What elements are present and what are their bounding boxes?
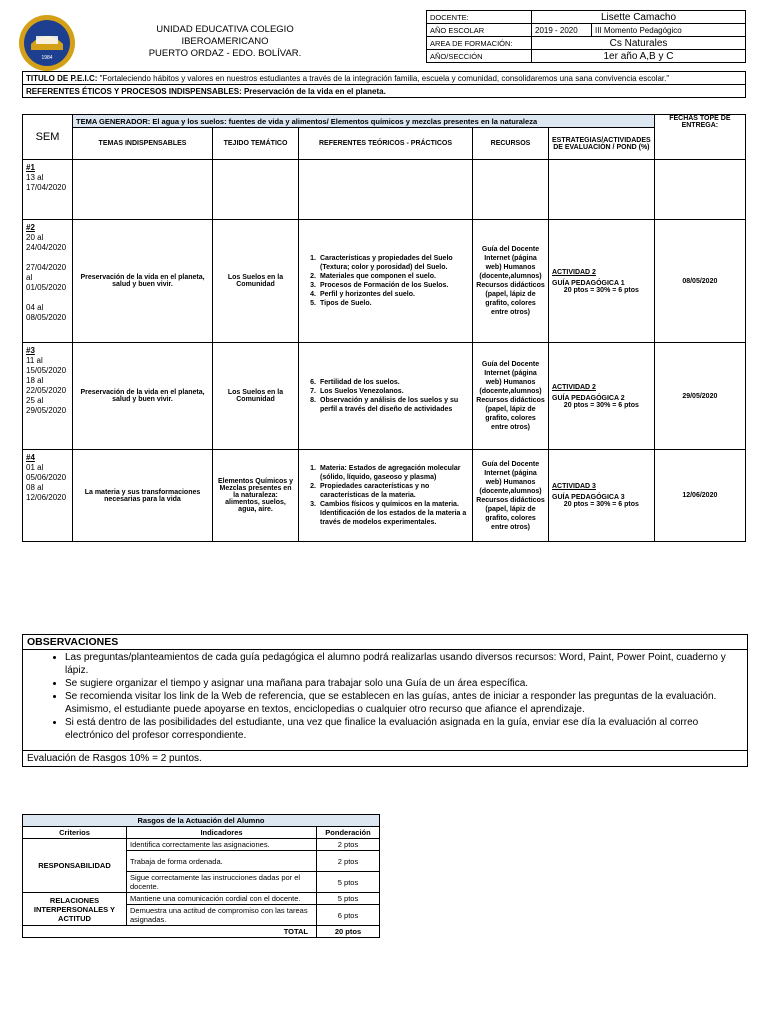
ref-item (299, 254, 472, 272)
docente-label: DOCENTE: (427, 11, 532, 24)
tema-cell: Preservación de la vida en el planeta, salud y buen vivir. (73, 220, 213, 343)
fecha-cell: 08/05/2020 (654, 220, 745, 343)
anio-value: 2019 - 2020 (532, 24, 592, 37)
ref-item (299, 378, 472, 387)
observaciones-box (22, 634, 748, 767)
ref-number: 2. (310, 483, 316, 490)
ref-item (299, 272, 472, 281)
seccion-label: AÑO/SECCIÓN (427, 50, 532, 63)
ref-number: 5. (310, 300, 316, 307)
ref-number: 4. (310, 291, 316, 298)
sem-date: 04 al (26, 303, 44, 312)
ponderacion: 2 ptos (317, 851, 380, 872)
indicador: Identifica correctamente las asignaciones. (127, 839, 317, 851)
ref-item (299, 281, 472, 290)
sem-cell (23, 450, 73, 542)
refs-cell (299, 160, 473, 220)
sem-date: al (26, 273, 33, 282)
col-indicadores: Indicadores (127, 827, 317, 839)
peic-title-text: "Fortaleciendo hábitos y valores en nuestros estudiantes a través de la integración familia, escuela y comunidad, consolidaremos una sana convivencia escolar." (97, 73, 670, 83)
anio-label: AÑO ESCOLAR (427, 24, 532, 37)
ref-item (299, 299, 472, 308)
ref-number (302, 509, 316, 527)
ref-number: 3. (310, 501, 316, 508)
ref-number: 1. (310, 465, 316, 472)
criterio-relaciones: RELACIONES INTERPERSONALES Y ACTITUD (23, 893, 127, 926)
area-label: AREA DE FORMACIÓN: (427, 37, 532, 50)
ref-text: Identificación de los estados de la materia a través de modelos experimentales. (320, 510, 467, 526)
sem-date: 20 al (26, 233, 44, 242)
ref-text: Perfil y horizontes del suelo. (320, 291, 415, 298)
sem-date: 18 al (26, 376, 44, 385)
ref-item (299, 387, 472, 396)
tejido-cell: Los Suelos en la Comunidad (213, 343, 299, 450)
pond-label: 20 ptos = 30% = 6 ptos (563, 501, 639, 508)
sem-cell (23, 160, 73, 220)
plan-rows (23, 160, 746, 542)
guia-label: GUÍA PEDAGÓGICA 3 (552, 494, 625, 501)
sem-date: 01 al (26, 463, 44, 472)
ref-text: Tipos de Suelo. (320, 300, 372, 307)
recursos-cell: Guía del Docente Internet (página web) Humanos (docente,alumnos) Recursos didácticos (papel, lápiz de grafito, colores entre otros) (473, 220, 549, 343)
ref-text: Características y propiedades del Suelo (Textura; color y porosidad) del Suelo. (320, 255, 453, 271)
tejido-cell (213, 160, 299, 220)
sem-number: #4 (26, 453, 35, 462)
actividad-label: ACTIVIDAD 3 (552, 483, 596, 490)
sem-number: #1 (26, 163, 35, 172)
refs-cell (299, 450, 473, 542)
col-criterios: Criterios (23, 827, 127, 839)
fecha-cell: 12/06/2020 (654, 450, 745, 542)
sem-date: 12/06/2020 (26, 493, 67, 502)
col-temas: TEMAS INDISPENSABLES (73, 128, 213, 160)
observacion-item: • Se sugiere organizar el tiempo y asignar una mañana para trabajar solo una Guía de un área específica. (65, 677, 747, 690)
peic-ref-label: REFERENTES ÉTICOS Y PROCESOS INDISPENSABLES: (26, 86, 242, 96)
seccion-value: 1er año A,B y C (532, 50, 746, 63)
refs-cell (299, 343, 473, 450)
tejido-cell: Los Suelos en la Comunidad (213, 220, 299, 343)
indicador: Mantiene una comunicación cordial con el docente. (127, 893, 317, 905)
ref-text: Los Suelos Venezolanos. (320, 388, 404, 395)
indicador: Demuestra una actitud de compromiso con las tareas asignadas. (127, 905, 317, 926)
ref-text: Materiales que componen el suelo. (320, 273, 436, 280)
estrategias-cell (549, 160, 655, 220)
refs-cell (299, 220, 473, 343)
rasgos-table (22, 814, 380, 938)
plan-row (23, 220, 746, 343)
peic-ref (23, 85, 746, 98)
ref-item (299, 509, 472, 527)
guia-label: GUÍA PEDAGÓGICA 1 (552, 279, 625, 287)
ref-text: Propiedades características y no características de la materia. (320, 483, 430, 499)
ref-number: 2. (310, 273, 316, 280)
ref-number: 8. (310, 397, 316, 404)
sem-number: #2 (26, 223, 35, 232)
tema-generador: TEMA GENERADOR: El agua y los suelos: fuentes de vida y alimentos/ Elementos químicos y mezclas presentes en la naturaleza (73, 115, 655, 128)
ref-item (299, 500, 472, 509)
col-tejido: TEJIDO TEMÁTICO (213, 128, 299, 160)
rasgos-title: Rasgos de la Actuación del Alumno (23, 815, 380, 827)
actividad-label: ACTIVIDAD 2 (552, 268, 596, 276)
ref-number: 6. (310, 379, 316, 386)
ref-text: Cambios físicos y químicos en la materia. (320, 501, 459, 508)
sem-date (26, 293, 69, 303)
sem-date: 27/04/2020 (26, 263, 67, 272)
peic-title-label: TITULO DE P.E.I.C: (26, 73, 98, 83)
indicador: Sigue correctamente las instrucciones dadas por el docente. (127, 872, 317, 893)
plan-table (22, 114, 746, 542)
estrategias-cell (549, 343, 655, 450)
fecha-cell (654, 160, 745, 220)
col-ponderacion: Ponderación (317, 827, 380, 839)
ref-item (299, 464, 472, 482)
sem-date: 05/06/2020 (26, 473, 67, 482)
ref-text: Observación y análisis de los suelos y su perfil a través del diseño de actividades (320, 397, 459, 413)
sem-number: #3 (26, 346, 35, 355)
sem-date (26, 253, 69, 263)
sem-date: 22/05/2020 (26, 386, 67, 395)
plan-row (23, 450, 746, 542)
peic-title (23, 72, 746, 85)
ponderacion: 5 ptos (317, 893, 380, 905)
fecha-cell: 29/05/2020 (654, 343, 745, 450)
ref-text: Fertilidad de los suelos. (320, 379, 400, 386)
docente-value: Lisette Camacho (532, 11, 746, 24)
sem-date: 08 al (26, 483, 44, 492)
observacion-item: • Si está dentro de las posibilidades del estudiante, una vez que finalice la evaluación asignada en la guía, enviar ese día la evaluación al correo electrónico del profesor correspondiente. (65, 716, 747, 742)
col-refs: REFERENTES TEÓRICOS - PRÁCTICOS (299, 128, 473, 160)
area-value: Cs Naturales (532, 37, 746, 50)
ponderacion: 2 ptos (317, 839, 380, 851)
sem-date: 25 al (26, 396, 44, 405)
plan-row (23, 343, 746, 450)
sem-date: 15/05/2020 (26, 366, 67, 375)
peic-table (22, 71, 746, 98)
logo-year: 1984 (41, 55, 53, 61)
recursos-cell (473, 160, 549, 220)
tema-cell: Preservación de la vida en el planeta, salud y buen vivir. (73, 343, 213, 450)
ponderacion: 5 ptos (317, 872, 380, 893)
observaciones-list (23, 651, 747, 742)
school-header (120, 24, 330, 60)
sem-cell (23, 220, 73, 343)
rasgos-note: Evaluación de Rasgos 10% = 2 puntos. (23, 750, 747, 766)
plan-row (23, 160, 746, 220)
observacion-item: • Se recomienda visitar los link de la Web de referencia, que se establecen en las guías, antes de iniciar a responder las preguntas de la evaluación. Asimismo, el estudiante puede apoyarse en textos, enciclopedias o cualquier otro recurso que afiance el aprendizaje. (65, 690, 747, 716)
recursos-cell: Guía del Docente Internet (página web) Humanos (docente,alumnos) Recursos didácticos (papel, lápiz de grafito, colores entre otros) (473, 450, 549, 542)
observacion-item: • Las preguntas/planteamientos de cada guía pedagógica el alumno podrá realizarlas usando diversos recursos: Word, Paint, Power Point, cuaderno y lápiz. (65, 651, 747, 677)
ref-number: 7. (310, 388, 316, 395)
ref-item (299, 396, 472, 414)
ref-item (299, 482, 472, 500)
school-line3: PUERTO ORDAZ - EDO. BOLÍVAR. (148, 48, 302, 59)
col-fechas: FECHAS TOPE DE ENTREGA: (654, 115, 745, 160)
tejido-cell: Elementos Químicos y Mezclas presentes en la naturaleza: alimentos, suelos, agua, aire. (213, 450, 299, 542)
school-logo (18, 14, 76, 72)
criterio-responsabilidad: RESPONSABILIDAD (23, 839, 127, 893)
indicador: Trabaja de forma ordenada. (127, 851, 317, 872)
total-value: 20 ptos (317, 926, 380, 938)
estrategias-cell (549, 450, 655, 542)
peic-ref-text: Preservación de la vida en el planeta. (241, 86, 386, 96)
pond-label: 20 ptos = 30% = 6 ptos (563, 286, 639, 294)
estrategias-cell (549, 220, 655, 343)
guia-label: GUÍA PEDAGÓGICA 2 (552, 394, 625, 402)
pond-label: 20 ptos = 30% = 6 ptos (563, 401, 639, 409)
ref-item (299, 290, 472, 299)
col-estrategias: ESTRATEGIAS/ACTIVIDADES DE EVALUACIÓN / POND (%) (549, 128, 655, 160)
sem-date: 13 al (26, 173, 44, 182)
sem-date: 24/04/2020 (26, 243, 67, 252)
tema-cell (73, 160, 213, 220)
school-line1: UNIDAD EDUCATIVA COLEGIO (156, 24, 294, 35)
sem-header: SEM (23, 115, 73, 160)
teacher-info-table (426, 10, 746, 63)
sem-date: 01/05/2020 (26, 283, 67, 292)
sem-date: 17/04/2020 (26, 183, 67, 192)
actividad-label: ACTIVIDAD 2 (552, 383, 596, 391)
ref-number: 1. (310, 255, 316, 262)
sem-date: 11 al (26, 356, 43, 365)
recursos-cell: Guía del Docente Internet (página web) Humanos (docente,alumnos) Recursos didácticos (papel, lápiz de grafito, colores entre otros) (473, 343, 549, 450)
total-label: TOTAL (23, 926, 317, 938)
sem-date: 08/05/2020 (26, 313, 67, 322)
sem-cell (23, 343, 73, 450)
momento-value: III Momento Pedagógico (592, 24, 746, 37)
observaciones-title: OBSERVACIONES (23, 635, 747, 650)
tema-cell: La materia y sus transformaciones necesarias para la vida (73, 450, 213, 542)
school-line2: IBEROAMERICANO (181, 36, 269, 47)
ref-number: 3. (310, 282, 316, 289)
col-recursos: RECURSOS (473, 128, 549, 160)
sem-date: 29/05/2020 (26, 406, 67, 415)
ponderacion: 6 ptos (317, 905, 380, 926)
ref-text: Materia: Estados de agregación molecular (sólido, líquido, gaseoso y plasma) (320, 465, 461, 481)
ref-text: Procesos de Formación de los Suelos. (320, 282, 449, 289)
